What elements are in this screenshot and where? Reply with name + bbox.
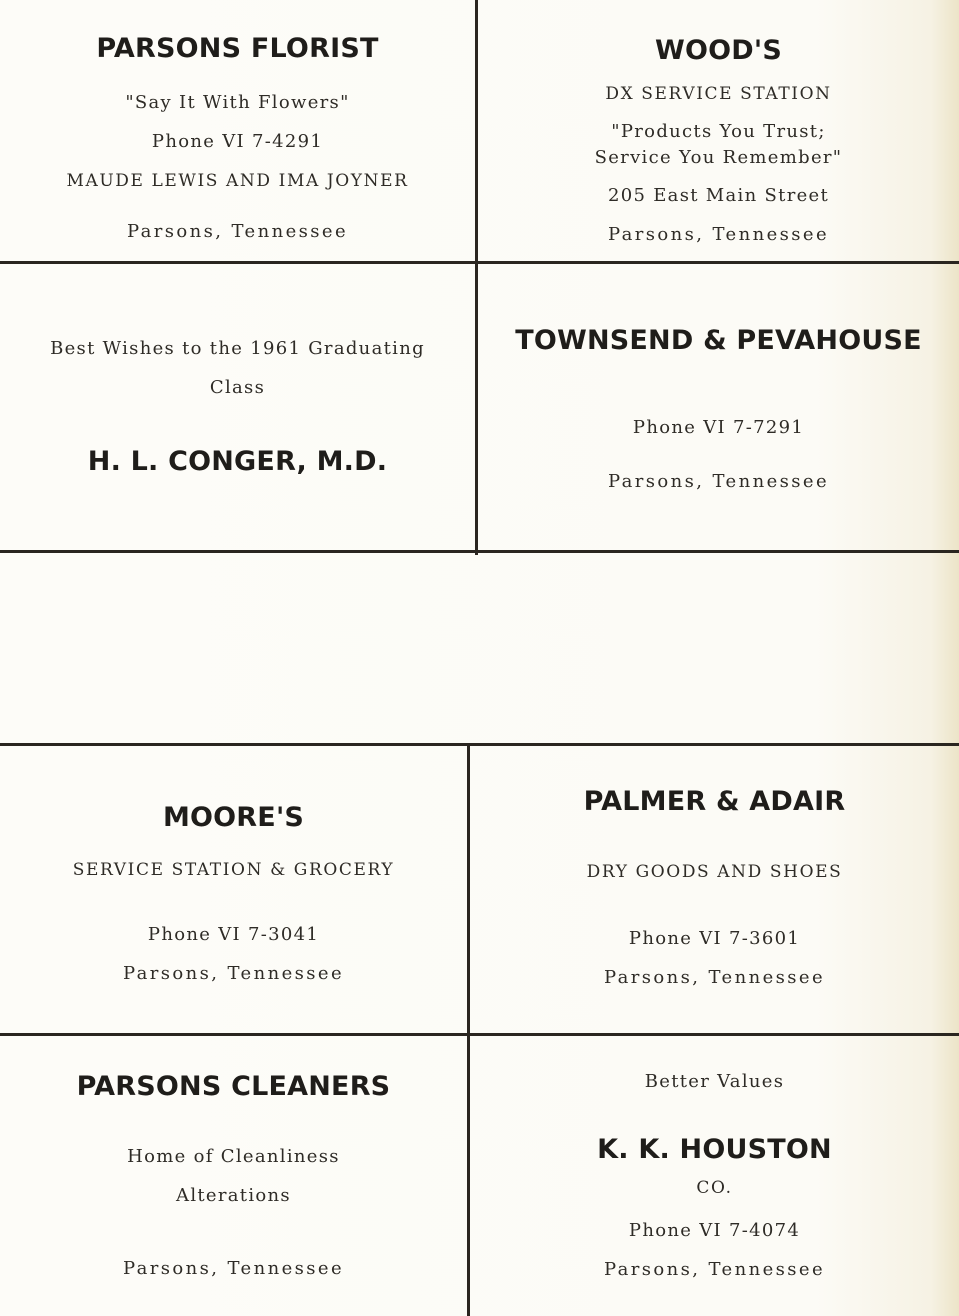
ad-conger (0, 264, 475, 550)
divider-horizontal-2 (0, 550, 959, 553)
slogan-line-1: "Products You Trust; (611, 121, 826, 142)
ad-kk-houston (470, 1036, 959, 1316)
business-name: WOOD'S (654, 35, 782, 66)
owners: MAUDE LEWIS AND IMA JOYNER (66, 171, 409, 191)
city: Parsons, Tennessee (603, 1259, 826, 1280)
slogan: "Say It With Flowers" (125, 92, 350, 113)
city: Parsons, Tennessee (122, 1258, 345, 1279)
phone: Phone VI 7-3041 (147, 924, 320, 945)
business-name: PALMER & ADAIR (583, 786, 846, 817)
tagline-2: Alterations (176, 1185, 291, 1206)
city: Parsons, Tennessee (607, 224, 830, 245)
phone: Phone VI 7-7291 (632, 417, 805, 438)
business-name: PARSONS FLORIST (96, 33, 379, 64)
city: Parsons, Tennessee (126, 221, 349, 242)
slogan-line-2: Service You Remember" (594, 147, 843, 168)
subtitle: DRY GOODS AND SHOES (586, 862, 843, 882)
ad-moores (0, 746, 467, 1033)
ad-parsons-florist (0, 0, 475, 261)
wishes-line-1: Best Wishes to the 1961 Graduating (50, 338, 425, 359)
phone: Phone VI 7-4291 (151, 131, 324, 152)
city: Parsons, Tennessee (603, 967, 826, 988)
business-name: TOWNSEND & PEVAHOUSE (515, 325, 922, 356)
city: Parsons, Tennessee (122, 963, 345, 984)
business-name: PARSONS CLEANERS (76, 1071, 391, 1102)
city: Parsons, Tennessee (607, 471, 830, 492)
suffix: CO. (696, 1178, 733, 1198)
wishes-line-2: Class (209, 377, 266, 398)
business-name: K. K. HOUSTON (597, 1134, 832, 1165)
phone: Phone VI 7-3601 (628, 928, 801, 949)
ad-parsons-cleaners (0, 1036, 467, 1316)
address: 205 East Main Street (607, 185, 830, 206)
tagline-1: Home of Cleanliness (127, 1146, 340, 1167)
business-name: MOORE'S (162, 802, 305, 833)
subtitle: DX SERVICE STATION (605, 84, 832, 104)
ad-palmer-adair (470, 746, 959, 1033)
subtitle: SERVICE STATION & GROCERY (72, 860, 395, 880)
phone: Phone VI 7-4074 (628, 1220, 801, 1241)
ad-woods (478, 0, 959, 261)
tagline: Better Values (644, 1071, 785, 1092)
ad-townsend-pevahouse (478, 264, 959, 550)
business-name: H. L. CONGER, M.D. (87, 446, 388, 477)
